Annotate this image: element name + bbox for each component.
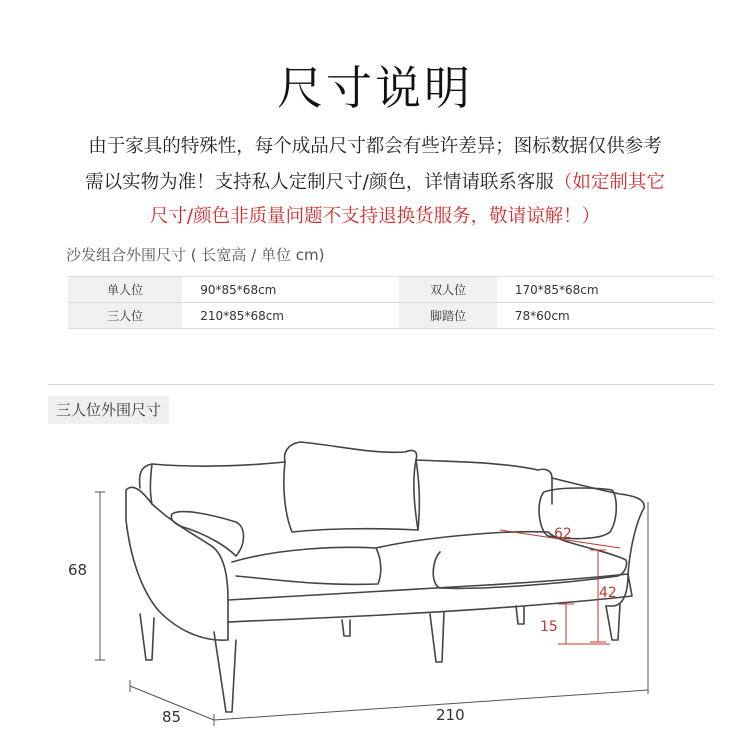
back-left-leg (140, 614, 154, 660)
back-cushion-middle (284, 460, 418, 532)
sofa-backrest (140, 442, 553, 504)
back-center-leg (342, 620, 350, 636)
table-cell-value: 210*85*68cm (182, 303, 399, 329)
seat-cushion-left (232, 547, 381, 584)
front-center-leg (430, 612, 444, 662)
left-throw-pillow (171, 512, 243, 556)
table-cell-label: 双人位 (399, 277, 496, 303)
table-cell-label: 单人位 (68, 277, 182, 303)
leg-height-dimension-label: 15 (540, 619, 558, 635)
back-right-leg (516, 606, 524, 624)
seat-depth-dimension-label: 62 (554, 526, 572, 542)
table-cell-value: 90*85*68cm (182, 277, 399, 303)
table-cell-value: 170*85*68cm (497, 277, 714, 303)
notice-line-2-text: 需以实物为准！支持私人定制尺寸/颜色，详情请联系客服 (85, 172, 554, 193)
right-throw-pillow (539, 488, 616, 539)
page-title: 尺寸说明 (277, 61, 473, 115)
depth-dimension-label: 85 (162, 708, 182, 726)
notice-line-2-warning: （如定制其它 (553, 172, 665, 193)
table-cell-label: 三人位 (68, 303, 182, 329)
front-right-leg (606, 604, 620, 640)
width-dimension-line (214, 690, 648, 720)
height-dimension-label: 68 (68, 561, 88, 579)
notice-line-3-warning: 尺寸/颜色非质量问题不支持退换货服务，敬请谅解！） (149, 206, 601, 227)
seat-height-dimension-label: 42 (599, 585, 617, 601)
table-caption: 沙发组合外围尺寸 ( 长宽高 / 单位 cm) (66, 246, 325, 264)
table-cell-label: 脚踏位 (399, 303, 496, 329)
left-armrest (126, 487, 228, 640)
seat-cushion-right (376, 532, 627, 589)
front-left-leg (214, 632, 236, 712)
table-cell-value: 78*60cm (497, 303, 714, 329)
notice-line-1: 由于家具的特殊性，每个成品尺寸都会有些许差异；图标数据仅供参考 (88, 136, 662, 157)
section-label: 三人位外围尺寸 (48, 396, 169, 424)
width-dimension-label: 210 (436, 706, 465, 724)
back-cushion-left (151, 464, 153, 504)
